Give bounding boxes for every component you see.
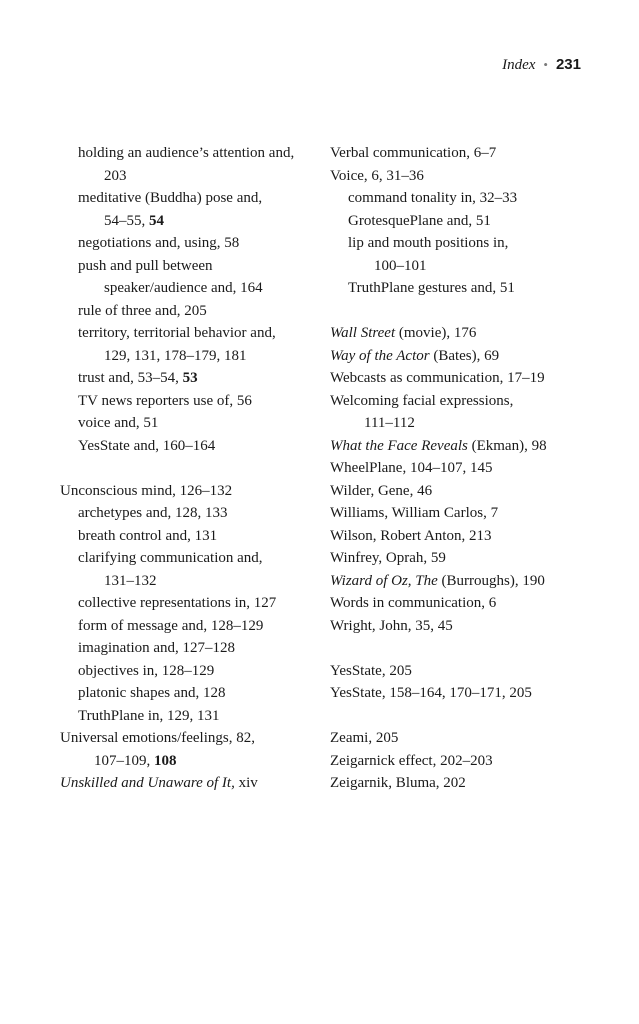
index-subentry bbox=[60, 367, 330, 390]
entry-text: (Burroughs), 190 bbox=[437, 572, 545, 589]
entry-text: clarifying communication and, bbox=[78, 550, 263, 566]
index-entry bbox=[330, 525, 590, 548]
entry-text: 129, 131, 178–179, 181 bbox=[104, 347, 247, 364]
entry-text: 53 bbox=[182, 370, 198, 386]
entry-text: TV news reporters use of, 56 bbox=[78, 392, 252, 409]
entry-text: Way of the Actor bbox=[330, 347, 430, 364]
entry-text: speaker/audience and, 164 bbox=[104, 280, 263, 296]
entry-text: 203 bbox=[104, 167, 127, 184]
entry-text: What the Face Reveals bbox=[330, 437, 468, 454]
entry-text: TruthPlane in, 129, 131 bbox=[78, 707, 220, 724]
entry-text: 100–101 bbox=[374, 257, 427, 274]
entry-text: 131–132 bbox=[104, 572, 157, 589]
index-entry-continuation bbox=[60, 750, 330, 773]
index-subentry bbox=[60, 502, 330, 525]
index-column-right bbox=[330, 142, 590, 795]
entry-text: Wizard of Oz, The bbox=[330, 572, 438, 589]
entry-text: holding an audience’s attention and, bbox=[78, 145, 295, 161]
index-subentry bbox=[60, 300, 330, 323]
header-bullet: • bbox=[543, 57, 548, 72]
index-subentry bbox=[330, 232, 590, 255]
entry-text: Unconscious mind, 126–132 bbox=[60, 482, 233, 499]
entry-text: Wall Street bbox=[330, 325, 396, 341]
index-entry bbox=[60, 772, 330, 795]
index-subentry bbox=[60, 615, 330, 638]
entry-spacer bbox=[330, 705, 590, 728]
entry-text: 108 bbox=[154, 752, 177, 769]
index-entry bbox=[330, 367, 590, 390]
index-entry-continuation bbox=[330, 255, 590, 278]
entry-text: TruthPlane gestures and, 51 bbox=[348, 280, 515, 296]
entry-text: push and pull between bbox=[78, 257, 213, 274]
entry-text: (Ekman), 98 bbox=[467, 437, 547, 454]
entry-text: imagination and, 127–128 bbox=[78, 640, 236, 656]
running-header bbox=[502, 56, 581, 74]
index-subentry bbox=[60, 390, 330, 413]
entry-text: (Bates), 69 bbox=[429, 347, 500, 364]
entry-text: (movie), 176 bbox=[395, 325, 477, 341]
index-subentry bbox=[60, 322, 330, 345]
index-entry bbox=[60, 480, 330, 503]
entry-spacer bbox=[60, 457, 330, 480]
index-entry bbox=[330, 457, 590, 480]
entry-text: form of message and, 128–129 bbox=[78, 617, 264, 634]
entry-text: objectives in, 128–129 bbox=[78, 662, 215, 679]
index-entry bbox=[330, 660, 590, 683]
index-subentry bbox=[60, 660, 330, 683]
entry-text: platonic shapes and, 128 bbox=[78, 685, 226, 701]
index-entry bbox=[330, 502, 590, 525]
entry-text: collective representations in, 127 bbox=[78, 595, 277, 611]
index-subentry bbox=[60, 682, 330, 705]
entry-text: Voice, 6, 31–36 bbox=[330, 167, 424, 184]
entry-text: Zeami, 205 bbox=[330, 730, 399, 746]
index-subentry bbox=[330, 187, 590, 210]
index-entry bbox=[330, 165, 590, 188]
entry-text: Winfrey, Oprah, 59 bbox=[330, 550, 446, 566]
index-entry bbox=[330, 322, 590, 345]
entry-text: Wilder, Gene, 46 bbox=[330, 482, 433, 499]
entry-text: 107–109, bbox=[94, 752, 154, 769]
index-entry-continuation bbox=[60, 570, 330, 593]
index-column-left bbox=[60, 142, 330, 795]
index-entry bbox=[330, 570, 590, 593]
index-entry-continuation bbox=[60, 165, 330, 188]
entry-text: trust and, 53–54, bbox=[78, 370, 183, 386]
entry-text: GrotesquePlane and, 51 bbox=[348, 212, 491, 229]
entry-text: Verbal communication, 6–7 bbox=[330, 145, 497, 161]
entry-text: YesState, 205 bbox=[330, 662, 412, 679]
entry-text: lip and mouth positions in, bbox=[348, 235, 509, 251]
entry-text: archetypes and, 128, 133 bbox=[78, 505, 228, 521]
index-entry bbox=[60, 727, 330, 750]
index-subentry bbox=[60, 435, 330, 458]
entry-text: YesState and, 160–164 bbox=[78, 437, 216, 454]
entry-text: 54–55, bbox=[104, 212, 149, 229]
index-subentry bbox=[60, 705, 330, 728]
entry-text: Universal emotions/feelings, 82, bbox=[60, 730, 255, 746]
index-entry bbox=[330, 750, 590, 773]
entry-text: WheelPlane, 104–107, 145 bbox=[330, 460, 493, 476]
index-subentry bbox=[60, 142, 330, 165]
index-subentry bbox=[60, 187, 330, 210]
entry-text: meditative (Buddha) pose and, bbox=[78, 190, 263, 206]
index-entry bbox=[330, 480, 590, 503]
entry-text: rule of three and, 205 bbox=[78, 302, 207, 319]
entry-text: territory, territorial behavior and, bbox=[78, 325, 276, 341]
index-subentry bbox=[60, 525, 330, 548]
index-subentry bbox=[60, 637, 330, 660]
index-entry bbox=[330, 727, 590, 750]
entry-text: Welcoming facial expressions, bbox=[330, 392, 514, 409]
entry-text: 111–112 bbox=[364, 415, 415, 431]
entry-text: Wright, John, 35, 45 bbox=[330, 617, 453, 634]
index-entry-continuation bbox=[330, 412, 590, 435]
index-entry bbox=[330, 142, 590, 165]
entry-text: command tonality in, 32–33 bbox=[348, 190, 518, 206]
index-subentry bbox=[60, 255, 330, 278]
entry-spacer bbox=[330, 637, 590, 660]
index-entry bbox=[330, 435, 590, 458]
entry-text: Williams, William Carlos, 7 bbox=[330, 505, 499, 521]
entry-text: Zeigarnik, Bluma, 202 bbox=[330, 775, 466, 791]
index-subentry bbox=[60, 412, 330, 435]
index-subentry bbox=[60, 232, 330, 255]
index-entry bbox=[330, 390, 590, 413]
index-entry-continuation bbox=[60, 277, 330, 300]
entry-text: Zeigarnick effect, 202–203 bbox=[330, 752, 493, 769]
index-entry bbox=[330, 682, 590, 705]
index-subentry bbox=[330, 277, 590, 300]
entry-text: Webcasts as communication, 17–19 bbox=[330, 370, 545, 386]
index-entry bbox=[330, 772, 590, 795]
entry-text: YesState, 158–164, 170–171, 205 bbox=[330, 685, 532, 701]
entry-text: negotiations and, using, 58 bbox=[78, 235, 240, 251]
index-entry bbox=[330, 345, 590, 368]
index-entry-continuation bbox=[60, 210, 330, 233]
index-subentry bbox=[60, 547, 330, 570]
entry-text: voice and, 51 bbox=[78, 415, 159, 431]
entry-text: breath control and, 131 bbox=[78, 527, 218, 544]
index-entry bbox=[330, 547, 590, 570]
entry-spacer bbox=[330, 300, 590, 323]
index-entry-continuation bbox=[60, 345, 330, 368]
index-subentry bbox=[60, 592, 330, 615]
entry-text: 54 bbox=[149, 212, 164, 229]
index-entry bbox=[330, 592, 590, 615]
entry-text: Wilson, Robert Anton, 213 bbox=[330, 527, 492, 544]
index-subentry bbox=[330, 210, 590, 233]
running-title: Index bbox=[502, 57, 536, 73]
index-entry bbox=[330, 615, 590, 638]
entry-text: xiv bbox=[234, 775, 258, 791]
entry-text: Words in communication, 6 bbox=[330, 595, 497, 611]
entry-text: Unskilled and Unaware of It, bbox=[60, 775, 235, 791]
page-number: 231 bbox=[555, 56, 581, 73]
